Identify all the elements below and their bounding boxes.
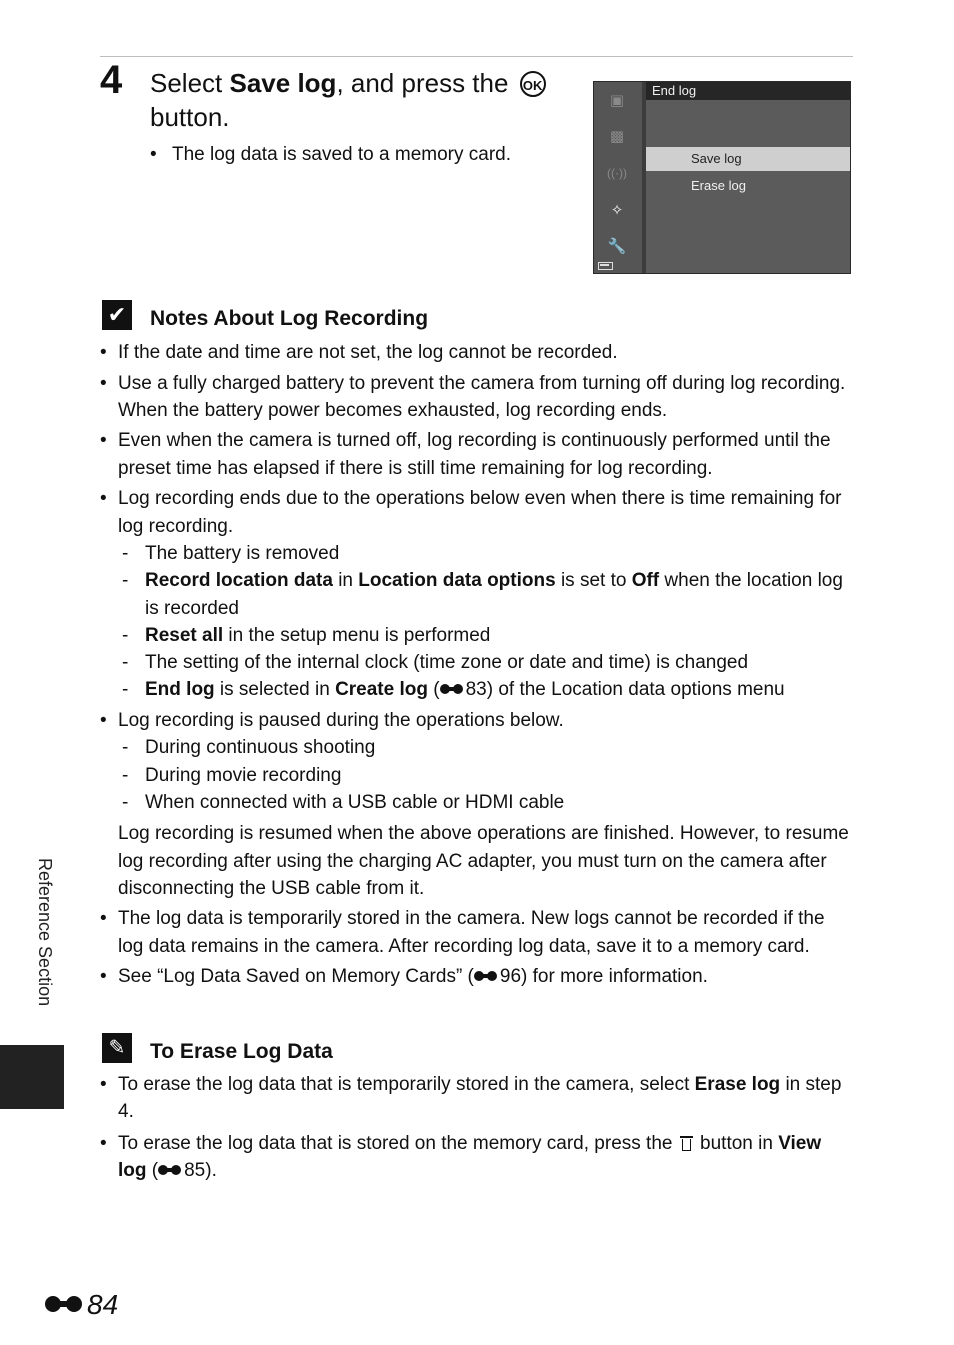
step-heading-text: button. [150,102,230,132]
trash-icon [680,1134,693,1151]
sub-item-text: The battery is removed [145,542,340,564]
sub-item-bold: End log [145,679,215,701]
page-reference[interactable]: 85 [184,1159,206,1181]
sub-item-text: in the setup menu is performed [223,624,491,646]
movie-icon: ▩ [609,128,625,145]
list-item-text: To erase the log data that is temporarily stored in the camera, select [118,1074,695,1095]
erase-section [100,1071,853,1188]
list-item-text: See “Log Data Saved on Memory Cards” ( [118,966,474,988]
sub-list-item: - Reset all in the setup menu is performed [122,624,491,646]
bullet-dot: • [150,144,157,165]
list-item: • To erase the log data that is temporarily stored in the camera, select Erase log in step 4. [100,1074,842,1123]
step-number: 4 [100,58,123,102]
camera-screen [593,81,851,274]
list-item-text: If the date and time are not set, the log cannot be recorded. [118,342,618,363]
list-item-text: ( [146,1159,159,1181]
list-item-bold: View log [118,1132,822,1181]
reference-section-icon [440,682,466,696]
sub-list-item: - Record location data in Location data options is set to Off when the location log is recorded [122,570,843,619]
list-item-text: in step 4. [118,1074,842,1123]
list-item: • Even when the camera is turned off, log recording is continuously performed until the preset time has elapsed if there is still time remaining for log recording. [100,430,831,479]
list-item: • Use a fully charged battery to prevent the camera from turning off during log recording. When the battery power becomes exhausted, log recording ends. [100,372,846,421]
list-item-text: Even when the camera is turned off, log recording is continuously performed until the preset time has elapsed if there is still time remaining for log recording. [118,430,831,479]
list-item-text: Log recording ends due to the operations below even when there is time remaining for log recording. [118,488,842,537]
step-bullet-text: The log data is saved to a memory card. [172,144,511,165]
top-rule [100,56,853,57]
notes-title: Notes About Log Recording [150,307,429,330]
menu-item-erase-log[interactable]: Erase log [691,178,746,193]
sub-item-bold: Reset all [145,624,224,646]
camera-menu-title: End log [646,82,850,100]
sub-item-text: in [332,570,359,592]
sub-item-text: During continuous shooting [145,737,376,759]
page-reference[interactable]: 96 [499,966,522,988]
wrench-icon: 🔧 [607,238,627,255]
list-item-text: To erase the log data that is stored on the memory card, press the [118,1132,678,1154]
sub-item-text: ( [427,679,440,701]
step-bullet [150,142,511,168]
ok-button-icon: OK [520,71,546,97]
sub-list-item: - When connected with a USB cable or HDMI cable [122,791,565,813]
page-number-text: 84 [87,1289,119,1320]
sub-item-text: During movie recording [145,764,342,786]
step-heading [150,66,570,134]
pencil-tip-icon: ✎ [102,1033,132,1063]
sub-list-item: - During continuous shooting [122,737,376,759]
wireless-icon: ((·)) [607,166,627,180]
list-item: • Log recording is paused during the operations below. - During continuous shooting - During movie recording - When connected with a USB cable or HDMI cable [100,707,853,816]
sub-item-text: ) of the Location data options menu [486,679,785,701]
camera-icon: ▣ [609,92,625,109]
notes-section [100,339,853,994]
sub-list-item: - During movie recording [122,764,342,786]
list-item: • To erase the log data that is stored on the memory card, press the button in View log ( 85). [100,1132,822,1181]
battery-icon [598,262,613,270]
step-heading-text: Select [150,68,230,98]
step-heading-bold: Save log [229,68,337,98]
list-item-text: The log data is temporarily stored in the camera. New logs cannot be recorded if the log data remains in the camera. After recording log data, save it to a memory card. [118,908,825,957]
list-item-text: button in [694,1132,779,1154]
side-tab-label: Reference Section [35,858,55,1007]
side-tab-block [0,1045,64,1109]
list-item-text: Use a fully charged battery to prevent the camera from turning off during log recording. When the battery power becomes exhausted, log recording ends. [118,372,846,421]
list-item-bold: Erase log [694,1074,781,1095]
reference-section-icon [474,969,500,983]
sub-list-item: - End log is selected in Create log ( 83) of the Location data options menu [122,679,785,701]
reference-section-icon [45,1293,85,1315]
list-item: • Log recording ends due to the operations below even when there is time remaining for log recording. - The battery is removed - Record location data in Location data options is set to Off when the location log is recorded - Reset all in the setup menu is performed - The setting of the internal clock (time zone or date and time) is changed - End log is selected in Create log ( 83) of the Location data options menu [100,485,853,703]
sub-item-text: is selected in [214,679,336,701]
sub-item-bold: Location data options [358,570,556,592]
list-item-text: ). [205,1159,217,1181]
camera-menu-sidebar [594,82,642,273]
list-item-text: Log recording is paused during the operations below. [118,710,564,732]
page-number [45,1288,118,1322]
sub-item-text: The setting of the internal clock (time zone or date and time) is changed [145,652,749,674]
paragraph: Log recording is resumed when the above operations are finished. However, to resume log recording after using the charging AC adapter, you must turn on the camera after disconnecting the USB cable from it. [118,823,849,899]
menu-item-save-log[interactable]: Save log [646,147,850,171]
sub-item-text: is set to [555,570,632,592]
list-item: • If the date and time are not set, the log cannot be recorded. [100,342,618,363]
step-heading-text: , and press the [336,68,516,98]
list-item-text: ) for more information. [521,966,708,988]
checkmark-note-icon: ✔ [102,300,132,330]
sub-item-bold: Create log [335,679,428,701]
sub-list-item: - The battery is removed [122,542,340,564]
reference-section-icon [158,1163,184,1177]
list-item: • The log data is temporarily stored in the camera. New logs cannot be recorded if the log data remains in the camera. After recording log data, save it to a memory card. [100,908,825,957]
erase-title: To Erase Log Data [150,1040,333,1063]
sub-list-item: - The setting of the internal clock (time zone or date and time) is changed [122,652,749,674]
list-item: • See “Log Data Saved on Memory Cards” ( 96) for more information. [100,966,708,988]
sub-item-text: when the location log is recorded [145,570,843,619]
page-reference[interactable]: 83 [465,679,487,701]
sub-item-text: When connected with a USB cable or HDMI cable [145,791,565,813]
sub-item-bold: Off [631,570,660,592]
sub-item-bold: Record location data [145,570,333,592]
location-icon: ✧ [610,202,624,219]
